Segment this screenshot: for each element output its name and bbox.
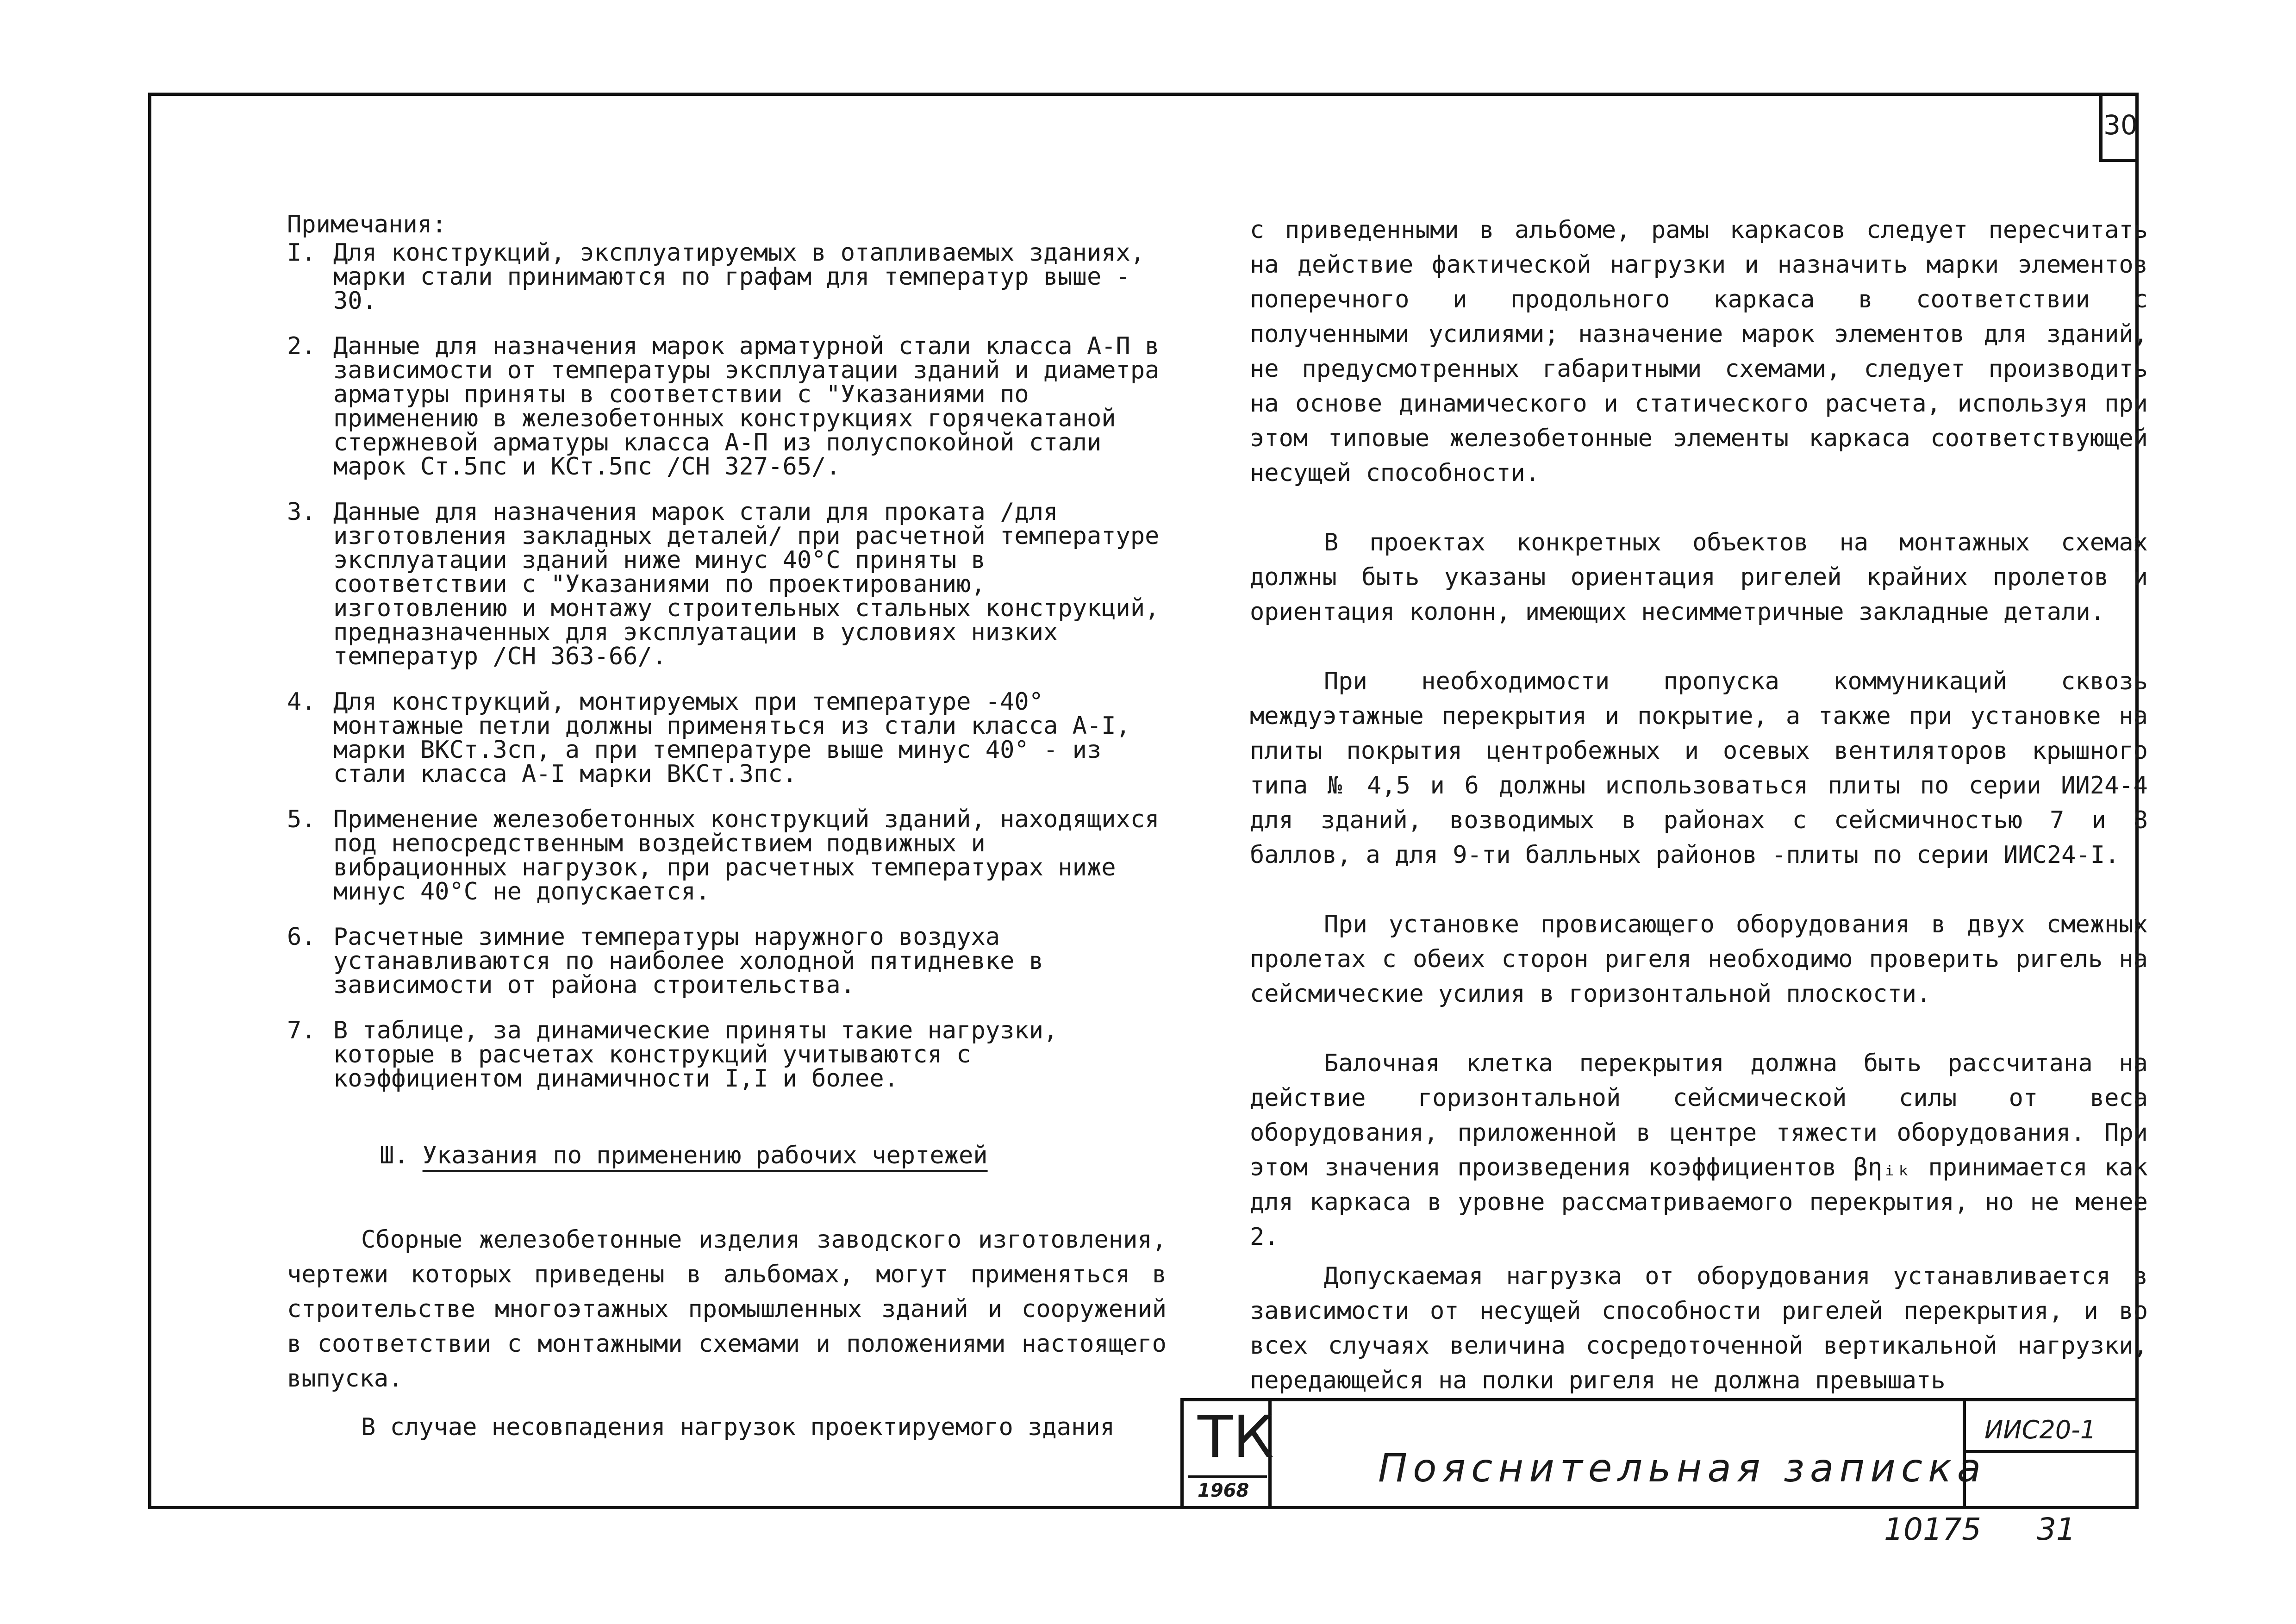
note-text: Для конструкций, монтируемых при температуре -40° монтажные петли должны применяться из стали класса А-I, марки ВКСт.3сп, а при температуре выше минус 40° - из стали класса А-I марки ВКСт.3пс. xyxy=(333,688,1130,788)
logo-year: 1968 xyxy=(1198,1480,1249,1501)
logo-cell xyxy=(1184,1401,1272,1509)
note-text: Данные для назначения марок стали для проката /для изготовления закладных деталей/ при расчетной температуре эксплуатации зданий ниже минус 40°С приняты в соответствии с "Указаниями по проектированию, изготовлению и монтажу строительных стальных конструкций, предназначенных для эксплуатации в условиях низких температур /СН 363-66/. xyxy=(333,498,1160,670)
note-item xyxy=(287,241,1167,313)
section-heading xyxy=(380,1139,1167,1172)
note-item xyxy=(287,807,1167,904)
body-paragraph: Сборные железобетонные изделия заводского изготовления, чертежи которых приведены в альбомах, могут применяться в строительстве многоэтажных промышленных зданий и сооружений в соответствии с монтажными схемами и положениями настоящего выпуска. xyxy=(287,1226,1167,1393)
body-paragraph: В проектах конкретных объектов на монтажных схемах должны быть указаны ориентация ригелей крайних пролетов и ориентация колонн, имеющих несимметричные закладные детали. xyxy=(1250,529,2148,626)
body-paragraph: Балочная клетка перекрытия должна быть рассчитана на действие горизонтальной сейсмической силы от веса оборудования, приложенной в центре тяжести оборудования. При этом значения произведения коэффициентов βηᵢₖ принимается как для каркаса в уровне рассматриваемого перекрытия, но не менее 2. xyxy=(1250,1049,2148,1251)
body-paragraph: с приведенными в альбоме, рамы каркасов следует пересчитать на действие фактической нагрузки и назначить марки элементов поперечного и продольного каркаса в соответствии с полученными усилиями; назначение марок элементов для зданий, не предусмотренных габаритными схемами, следует производить на основе динамического и статического расчета, используя при этом типовые железобетонные элементы каркаса соответствующей несущей способности. xyxy=(1250,216,2148,487)
body-paragraph: В случае несовпадения нагрузок проектируемого здания xyxy=(361,1413,1115,1441)
body-paragraph: При установке провисающего оборудования в двух смежных пролетах с обеих сторон ригеля необходимо проверить ригель на сейсмические усилия в горизонтальной плоскости. xyxy=(1250,911,2148,1008)
sheet-number: 30 xyxy=(2099,93,2139,162)
note-number: 4. xyxy=(287,688,316,716)
inventory-number: 10175 xyxy=(1884,1512,1981,1547)
note-number: 6. xyxy=(287,923,316,951)
page-number: 31 xyxy=(2037,1512,2076,1547)
note-text: Данные для назначения марок арматурной стали класса А-П в зависимости от температуры эксплуатации зданий и диаметра арматуры приняты в соответствии с "Указаниями по применению в железобетонных конструкциях горячекатаной стержневой арматуры класса А-П из полуспокойной стали марок Ст.5пс и КСт.5пс /СН 327-65/. xyxy=(333,332,1160,481)
section-title: Указания по применению рабочих чертежей xyxy=(422,1142,988,1169)
note-number: 3. xyxy=(287,498,316,526)
note-item xyxy=(287,925,1167,997)
body-paragraph: Допускаемая нагрузка от оборудования устанавливается в зависимости от несущей способности ригелей перекрытия, и во всех случаях величина сосредоточенной вертикальной нагрузки, передающейся на полки ригеля не должна превышать xyxy=(1250,1262,2148,1394)
note-item xyxy=(287,1018,1167,1091)
note-number: 5. xyxy=(287,806,316,833)
note-text: Для конструкций, эксплуатируемых в отапливаемых зданиях, марки стали принимаются по графам для температур выше - 30. xyxy=(333,239,1145,315)
series-code: ИИС20-1 xyxy=(1963,1401,2139,1453)
note-item xyxy=(287,690,1167,786)
notes-title: Примечания: xyxy=(287,211,447,238)
section-number: Ш. xyxy=(380,1142,409,1169)
note-number: 7. xyxy=(287,1017,316,1044)
title-block xyxy=(1180,1398,2139,1509)
left-column xyxy=(287,208,1167,1445)
tk-logo: ТК xyxy=(1198,1404,1274,1471)
note-text: В таблице, за динамические приняты такие нагрузки, которые в расчетах конструкций учитываются с коэффициентом динамичности I,I и более. xyxy=(333,1017,1058,1093)
document-title: Пояснительная записка xyxy=(1378,1445,1987,1491)
body-paragraph: При необходимости пропуска коммуникаций сквозь междуэтажные перекрытия и покрытие, а также при установке на плиты покрытия центробежных и осевых вентиляторов крышного типа № 4,5 и 6 должны использоваться плиты по серии ИИ24-4 для зданий, возводимых в районах с сейсмичностью 7 и 8 баллов, а для 9-ти балльных районов -плиты по серии ИИС24-I. xyxy=(1250,668,2148,869)
note-text: Применение железобетонных конструкций зданий, находящихся под непосредственным воздействием подвижных и вибрационных нагрузок, при расчетных температурах ниже минус 40°С не допускается. xyxy=(333,806,1160,906)
notes-list xyxy=(287,241,1167,1091)
note-number: I. xyxy=(287,239,316,267)
logo-divider xyxy=(1188,1475,1267,1478)
note-number: 2. xyxy=(287,332,316,360)
stamp-empty-cell xyxy=(1963,1450,2139,1509)
note-text: Расчетные зимние температуры наружного воздуха устанавливаются по наиболее холодной пятидневке в зависимости от района строительства. xyxy=(333,923,1044,999)
right-column xyxy=(1250,213,2148,1398)
note-item xyxy=(287,334,1167,479)
note-item xyxy=(287,500,1167,668)
